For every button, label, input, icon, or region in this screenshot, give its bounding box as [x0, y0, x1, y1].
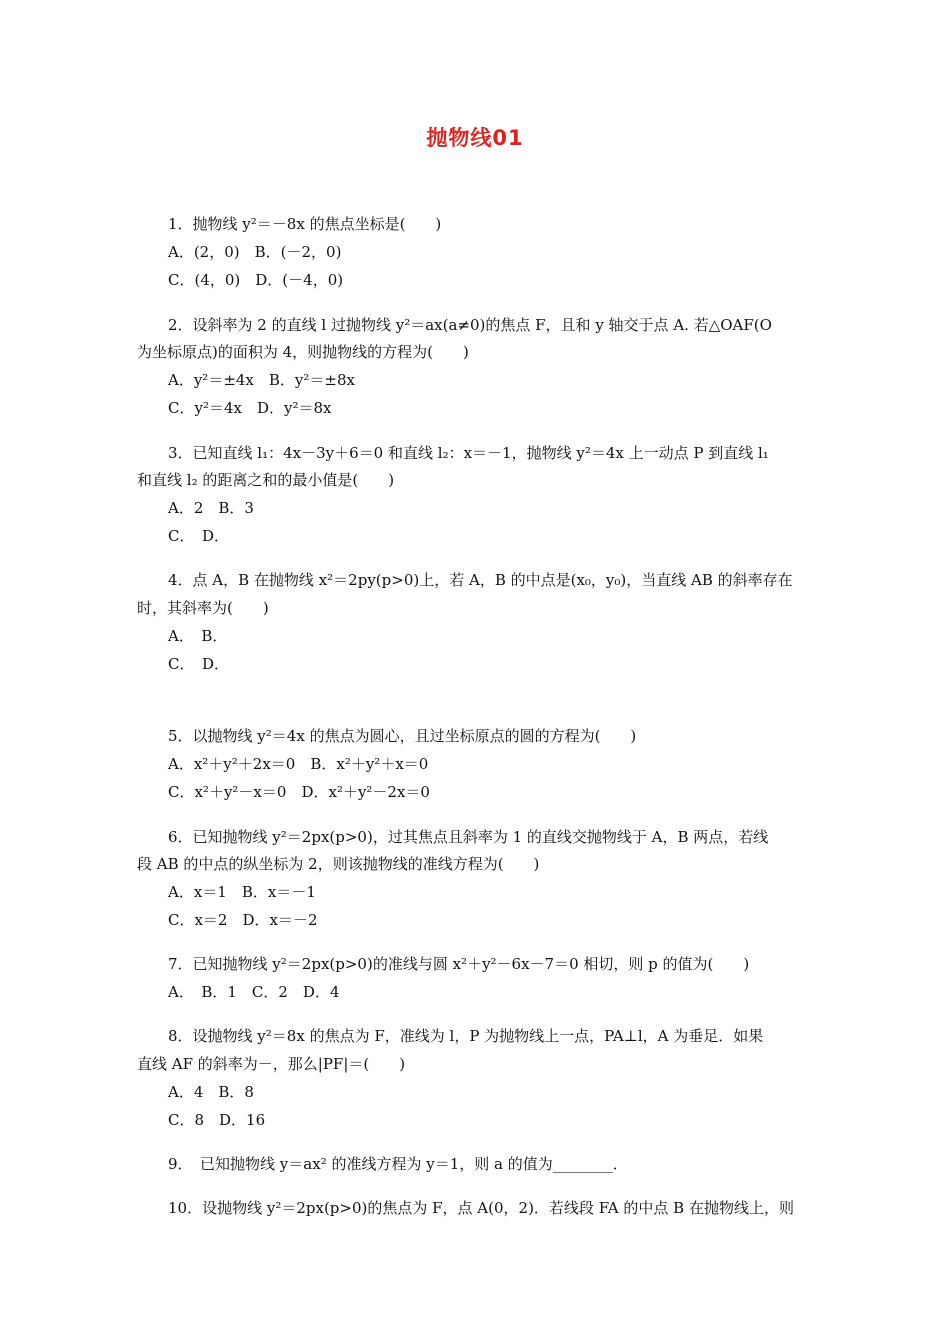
question-9-stem: 9． 已知抛物线 y＝ax² 的准线方程为 y＝1，则 a 的值为________． [168, 1155, 628, 1173]
question-4-options-cd: C． D． [168, 655, 230, 673]
question-6-stem: 6．已知抛物线 y²＝2px(p>0)，过其焦点且斜率为 1 的直线交抛物线于 A，B 两点，若线 [168, 828, 769, 846]
question-1-options-cd: C．(4，0) D．(－4，0) [168, 271, 344, 289]
question-6-options-cd: C．x＝2 D．x＝－2 [168, 911, 318, 929]
question-7-options: A． B．1 C．2 D．4 [168, 983, 340, 1001]
question-1-options-ab: A．(2，0) B．(－2，0) [168, 243, 342, 261]
question-6-options-ab: A．x＝1 B．x＝－1 [168, 883, 316, 901]
question-7-stem: 7．已知抛物线 y²＝2px(p>0)的准线与圆 x²＋y²－6x－7＝0 相切，则 p 的值为( ) [168, 955, 750, 973]
question-10-stem: 10．设抛物线 y²＝2px(p>0)的焦点为 F，点 A(0，2)．若线段 FA 的中点 B 在抛物线上，则 [168, 1199, 794, 1217]
question-8-stem: 8．设抛物线 y²＝8x 的焦点为 F，准线为 l，P 为抛物线上一点，PA⊥l，A 为垂足．如果 [168, 1027, 764, 1045]
question-4-stem-cont: 时，其斜率为( ) [137, 599, 269, 617]
question-5-options-cd: C．x²＋y²－x＝0 D．x²＋y²－2x＝0 [168, 783, 430, 801]
question-8-options-ab: A．4 B．8 [168, 1083, 254, 1101]
question-4-stem: 4．点 A，B 在抛物线 x²＝2py(p>0)上，若 A，B 的中点是(x₀，y₀)，当直线 AB 的斜率存在 [168, 571, 793, 589]
question-2-options-cd: C．y²＝4x D．y²＝8x [168, 399, 332, 417]
question-2-stem: 2．设斜率为 2 的直线 l 过抛物线 y²＝ax(a≠0)的焦点 F，且和 y 轴交于点 A. 若△OAF(O [168, 316, 772, 334]
question-3-stem: 3．已知直线 l₁：4x－3y＋6＝0 和直线 l₂：x＝－1，抛物线 y²＝4x 上一动点 P 到直线 l₁ [168, 444, 769, 462]
question-5-stem: 5．以抛物线 y²＝4x 的焦点为圆心，且过坐标原点的圆的方程为( ) [168, 727, 637, 745]
page-title: 抛物线01 [426, 126, 524, 150]
question-3-options-ab: A．2 B．3 [168, 499, 254, 517]
question-3-stem-cont: 和直线 l₂ 的距离之和的最小值是( ) [137, 471, 395, 489]
question-5-options-ab: A．x²＋y²＋2x＝0 B．x²＋y²＋x＝0 [168, 755, 429, 773]
question-2-options-ab: A．y²＝±4x B．y²＝±8x [168, 371, 355, 389]
question-8-options-cd: C．8 D．16 [168, 1111, 266, 1129]
question-2-stem-cont: 为坐标原点)的面积为 4，则抛物线的方程为( ) [137, 343, 469, 361]
question-6-stem-cont: 段 AB 的中点的纵坐标为 2，则该抛物线的准线方程为( ) [137, 855, 540, 873]
question-4-options-ab: A． B． [168, 627, 228, 645]
question-8-stem-cont: 直线 AF 的斜率为－，那么|PF|＝( ) [137, 1055, 406, 1073]
question-1-stem: 1．抛物线 y²＝－8x 的焦点坐标是( ) [168, 215, 442, 233]
question-3-options-cd: C． D． [168, 527, 230, 545]
